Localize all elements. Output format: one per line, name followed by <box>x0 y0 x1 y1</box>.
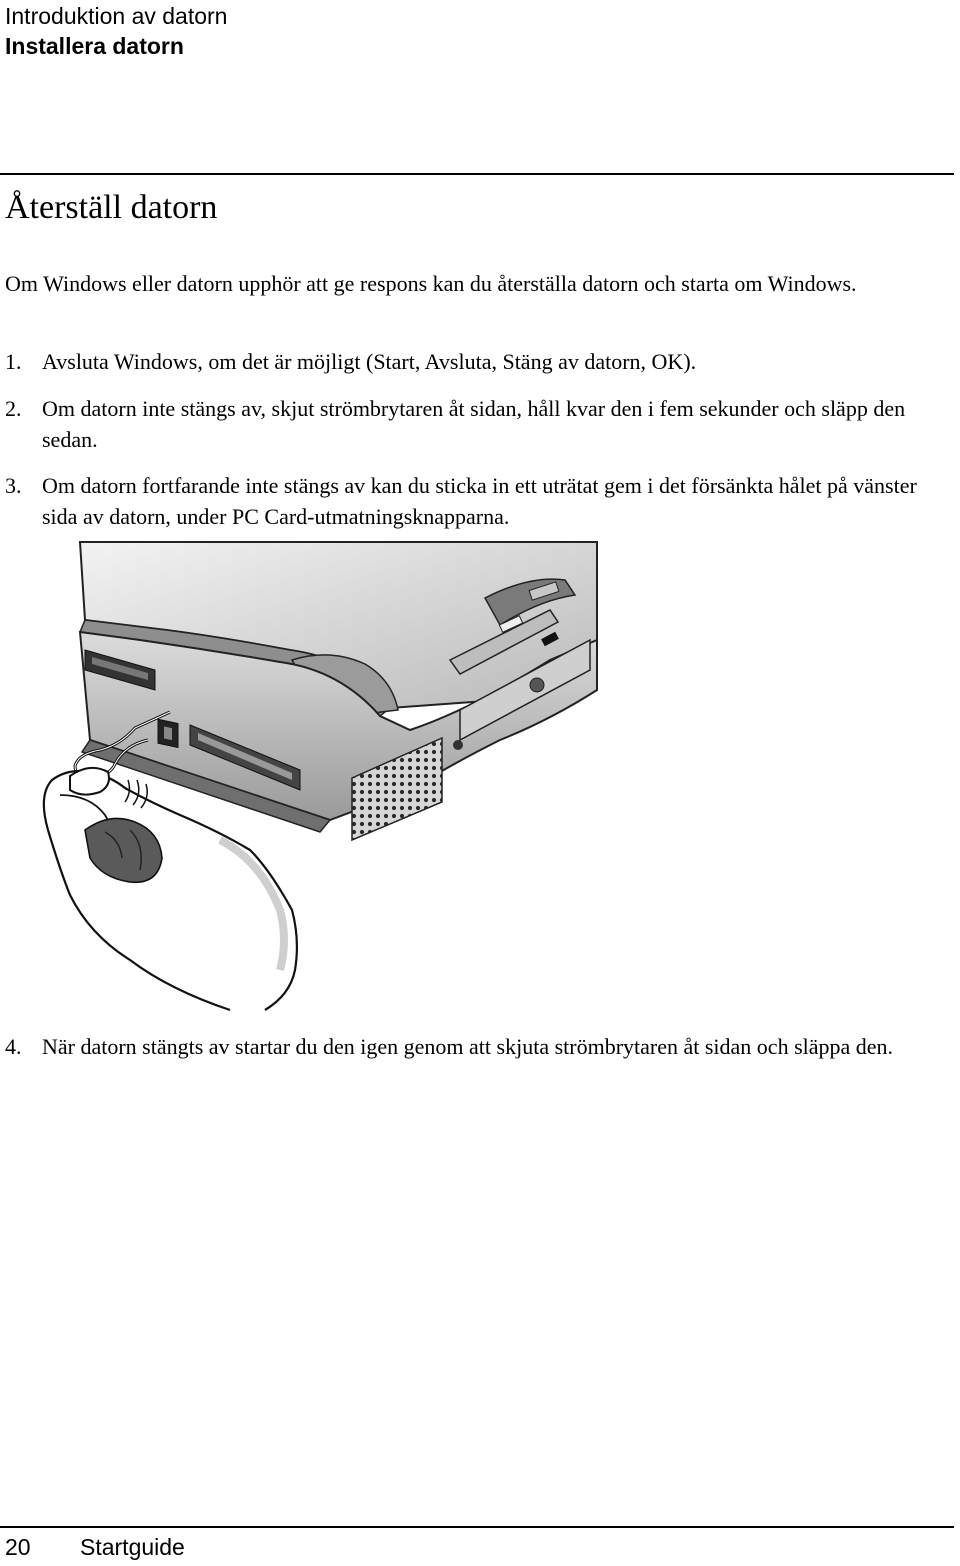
step-4 <box>5 1031 950 1062</box>
chapter-header: Introduktion av datorn <box>5 3 228 29</box>
footer-title: Startguide <box>80 1534 185 1560</box>
bottom-divider <box>0 1526 954 1528</box>
page-title: Återställ datorn <box>5 189 218 226</box>
top-divider <box>0 173 954 175</box>
page-number: 20 <box>5 1534 31 1560</box>
step-text: Avsluta Windows, om det är möjligt (Start, Avsluta, Stäng av datorn, OK). <box>42 349 697 374</box>
step-number: 2. <box>5 396 22 421</box>
step-text: Om datorn fortfarande inte stängs av kan du sticka in ett uträtat gem i det försänkta hålet på vänster sida av datorn, under PC Card-utmatningsknapparna. <box>42 473 917 529</box>
step-number: 4. <box>5 1034 22 1059</box>
step-number: 3. <box>5 473 22 498</box>
step-text: Om datorn inte stängs av, skjut strömbrytaren åt sidan, håll kvar den i fem sekunder och släpp den sedan. <box>42 396 906 452</box>
intro-paragraph: Om Windows eller datorn upphör att ge respons kan du återställa datorn och starta om Windows. <box>5 271 857 296</box>
step-3 <box>5 470 950 532</box>
step-2 <box>5 393 950 455</box>
step-1 <box>5 346 950 377</box>
step-text: När datorn stängts av startar du den igen genom att skjuta strömbrytaren åt sidan och släppa den. <box>42 1034 894 1059</box>
section-header: Installera datorn <box>5 33 184 59</box>
laptop-reset-illustration <box>30 540 600 1020</box>
step-number: 1. <box>5 349 22 374</box>
